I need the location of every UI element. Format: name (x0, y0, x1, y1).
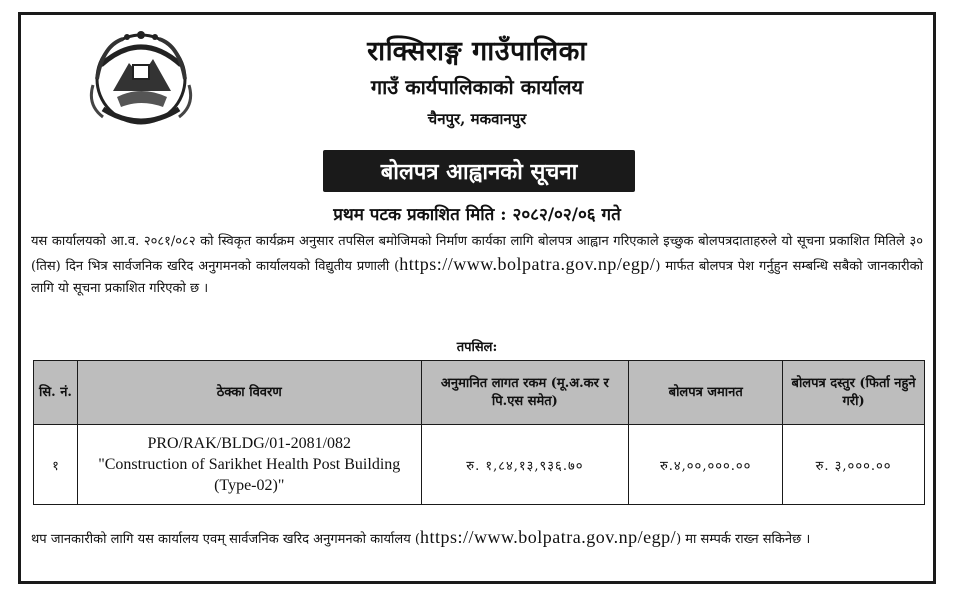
details-label: तपसिल: (456, 340, 498, 355)
footer-text-1: थप जानकारीको लागि यस कार्यालय एवम् सार्वजनिक खरिद अनुगमनको कार्यालय ( (31, 532, 420, 547)
footer-text-2: ) मा सम्पर्क राख्न सकिनेछ । (676, 532, 811, 547)
org-name: राक्सिराङ्ग गाउँपालिका (367, 36, 587, 67)
footer-note (31, 525, 923, 552)
cell-bid-fee: रु. ३,०००.०० (783, 425, 925, 505)
contract-name: "Construction of Sarikhet Health Post Building (Type-02)" (98, 456, 401, 494)
notice-body-text-1: यस कार्यालयको आ.व. २०८१/०८२ को स्विकृत कार्यक्रम अनुसार तपसिल बमोजिमको निर्माण कार्यका लागि बोलपत्र आह्वान गरिएकाले इच्छुक बोलपत्रदाताहरुले यो सूचना प्रकाशित मितिले ३० (तिस) दिन भित्र सार्वजनिक खरिद अनुगमनको कार्यालयको विद्युतीय प्रणाली ( (31, 234, 923, 274)
col-header-bid-security: बोलपत्र जमानत (629, 361, 783, 425)
tender-notice (18, 12, 936, 584)
notice-title: बोलपत्र आह्वानको सूचना (323, 150, 635, 192)
office-name: गाउँ कार्यपालिकाको कार्यालय (370, 75, 584, 99)
notice-body-text-2: ) मार्फत बोलपत्र पेश गर्नुहुन सम्बन्धि सबैको जानकारीको लागि यो सूचना प्रकाशित गरिएको छ । (31, 259, 923, 296)
tender-table (33, 360, 925, 505)
col-header-bid-fee: बोलपत्र दस्तुर (फिर्ता नहुने गरी) (783, 361, 925, 425)
cell-estimate: रु. १,८४,१३,९३६.७० (421, 425, 629, 505)
table-header-row (34, 361, 925, 425)
egp-link[interactable]: https://www.bolpatra.gov.np/egp/ (399, 254, 656, 274)
office-address: चैनपुर, मकवानपुर (427, 110, 527, 128)
footer-egp-link[interactable]: https://www.bolpatra.gov.np/egp/ (419, 527, 677, 547)
col-header-description: ठेक्का विवरण (77, 361, 421, 425)
table-row (34, 425, 925, 505)
col-header-estimate: अनुमानित लागत रकम (मू.अ.कर र पि.एस समेत) (421, 361, 629, 425)
notice-body (31, 231, 923, 300)
cell-sn: १ (34, 425, 78, 505)
cell-bid-security: रु.४,००,०००.०० (629, 425, 783, 505)
cell-description (77, 425, 421, 505)
publish-date: प्रथम पटक प्रकाशित मिति : २०८२/०२/०६ गते (333, 205, 621, 225)
col-header-sn: सि. नं. (34, 361, 78, 425)
contract-code: PRO/RAK/BLDG/01-2081/082 (147, 435, 352, 452)
